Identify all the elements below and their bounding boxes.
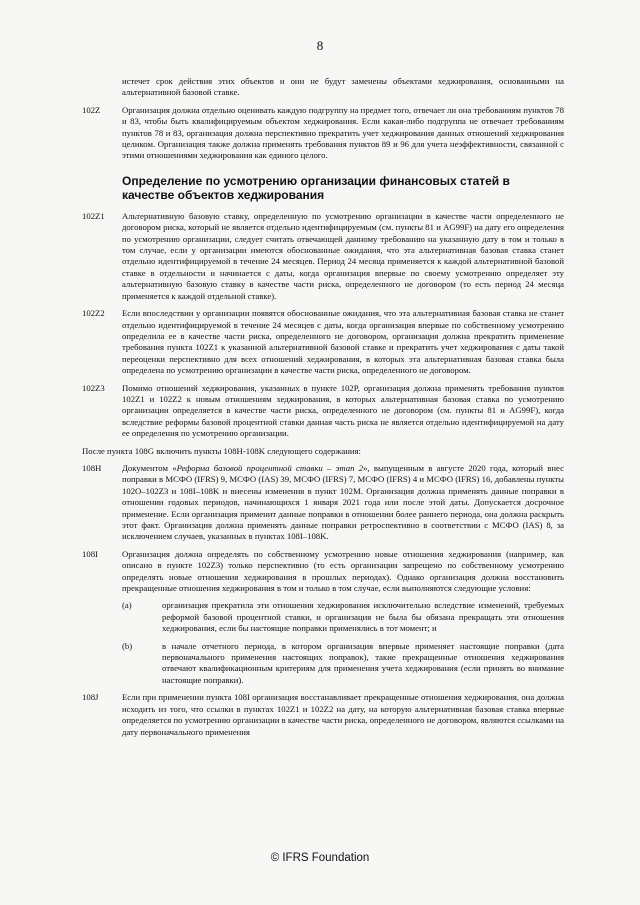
- paragraph-number: 102Z: [82, 104, 101, 115]
- condition-item-b: [122, 641, 564, 687]
- paragraph-102z3: [82, 383, 564, 440]
- paragraph-108i: [82, 549, 564, 686]
- paragraph-text: [122, 463, 564, 543]
- paragraph-108j: [82, 692, 564, 738]
- paragraph-text: Если при применении пункта 108I организация восстанавливает прекращенные отношения хеджирования, она должна исходить из того, что ссылки в пунктах 102Z1 и 102Z2 на дату, на которую альтернативная базовая ставка впервые определяется по усмотрению организации в качестве части риска, определенного не договором, являются ссылками на дату первоначального применения: [122, 692, 564, 737]
- paragraph-number: 108H: [82, 462, 102, 473]
- condition-text: организация прекратила эти отношения хеджирования исключительно вследствие изменений, требуемых реформой базовой процентной ставки, и организация не была бы обязана прекращать эти отношения хеджирования, если бы настоящие поправки применялись в тот момент; и: [162, 600, 564, 634]
- amendment-instruction: После пункта 108G включить пункты 108H-108K следующего содержания:: [82, 445, 361, 456]
- condition-text: в начале отчетного периода, в котором организация впервые применяет настоящие поправки (дата первоначального применения настоящих поправок), такие прекращенные отношения хеджирования отвечают квалификационным критериям для применения учета хеджирования (если принять во внимание настоящие поправки).: [162, 640, 564, 685]
- footer-copyright: © IFRS Foundation: [270, 852, 370, 864]
- paragraph-text: Если впоследствии у организации появятся обоснованные ожидания, что эта альтернативная базовая ставка не станет отдельно идентифицируемой в течение 24 месяцев с даты, когда организация впервые по собственному усмотрению определила ее в качестве части риска, определенного не договором, организация должна прекратить применение требования пункта 102Z1 к указанной альтернативной базовой ставке и прекратить учет хеджирования с даты такой переоценки перспективно для всех отношений хеджирования, в которых эта альтернативная базовая ставка была определена по усмотрению организации в качестве части риска, определенного не договором.: [122, 308, 564, 376]
- condition-item-a: [122, 600, 564, 634]
- paragraph-102z1: [82, 211, 564, 302]
- paragraph-number: 102Z2: [82, 308, 105, 319]
- text-after-title: », выпущенным в августе 2020 года, который внес поправки в МСФО (IFRS) 9, МСФО (IAS) 39, МСФО (IFRS) 7, МСФО (IFRS) 4 и МСФО (IFRS) 16, добавлены пункты 102O–102Z3 и 108I–108K и внесены изменения в пункт 102M. Организация должна применять данные поправки в отношении годовых периодов, начинающихся 1 января 2021 года или после этой даты. Допускается досрочное применение. Если организация применит данные поправки в отношении более раннего периода, она должна раскрыть этот факт. Организация должна применять данные поправки ретроспективно в соответствии с МСФО (IAS) 8, за исключением случаев, указанных в пунктах 108I–108K.: [122, 462, 564, 542]
- paragraph-102z: [82, 105, 564, 162]
- page-number: 8: [316, 38, 324, 53]
- paragraph-text: Помимо отношений хеджирования, указанных в пункте 102P, организация должна применять требования пунктов 102Z1 и 102Z2 к новым отношениям хеджирования, в которых альтернативная базовая ставка по усмотрению организации определяется в качестве части риска, определенного не договором (см. пункты 81 и AG99F), когда вследствие реформы базовой процентной ставки данная часть риска не является отдельно идентифицируемой на дату ее определения по усмотрению организации.: [122, 382, 564, 439]
- condition-label: (b): [122, 640, 133, 651]
- paragraph-108h: [82, 463, 564, 543]
- continuation-text: истечет срок действия этих объектов и они не будут заменены объектами хеджирования, основанными на альтернативной базовой ставке.: [122, 76, 564, 98]
- paragraph-number: 108J: [82, 692, 99, 703]
- paragraph-number: 102Z3: [82, 382, 105, 393]
- page-content: [82, 76, 564, 744]
- condition-label: (a): [122, 600, 132, 611]
- text-before-title: Документом «: [122, 462, 177, 473]
- paragraph-number: 108I: [82, 548, 98, 559]
- paragraph-102z2: [82, 308, 564, 376]
- paragraph-text: Организация должна определять по собственному усмотрению новые отношения хеджирования (например, как описано в пункте 102Z3) только перспективно (то есть организации запрещено по собственному усмотрению определять новые отношения хеджирования в прошлых периодах). Однако организация должна восстановить прекращенные отношения хеджирования в том и только в том случае, если выполняются следующие условия:: [122, 548, 564, 594]
- document-title: Реформа базовой процентной ставки – этап 2: [176, 462, 364, 473]
- paragraph-number: 102Z1: [82, 210, 105, 221]
- paragraph-text: Альтернативную базовую ставку, определенную по усмотрению организации в качестве части определенного не договором риска, который не является отдельно идентифицируемым (см. пункты 81 и AG99F) на дату его определения по усмотрению организации, следует считать отвечающей данному требованию на указанную дату в том и только в том случае, если у организации имеются обоснованные ожидания, что эта альтернативная базовая ставка станет отдельно идентифицируемой в течение 24 месяцев. Период 24 месяца применяется к каждой альтернативной базовой ставке в отдельности и начинается с даты, когда организация впервые по своему усмотрению определяет эту альтернативную базовую ставку в качестве части риска, определенного не договором (то есть период 24 месяца применяется к каждой отдельной ставке).: [122, 210, 564, 301]
- section-heading: Определение по усмотрению организации финансовых статей в качестве объектов хеджирования: [122, 173, 510, 202]
- paragraph-text: Организация должна отдельно оценивать каждую подгруппу на предмет того, отвечает ли она требованиям пунктов 78 и 83, чтобы быть квалифицируемым объектом хеджирования. Если какая-либо подгруппа не отвечает требованиям пунктов 78 и 83, организация должна перспективно прекратить учет хеджирования данных отношений хеджирования целиком. Организация также должна применять требования пунктов 89 и 96 для учета неэффективности, связанной с этими отношениями хеджирования как единого целого.: [122, 104, 564, 161]
